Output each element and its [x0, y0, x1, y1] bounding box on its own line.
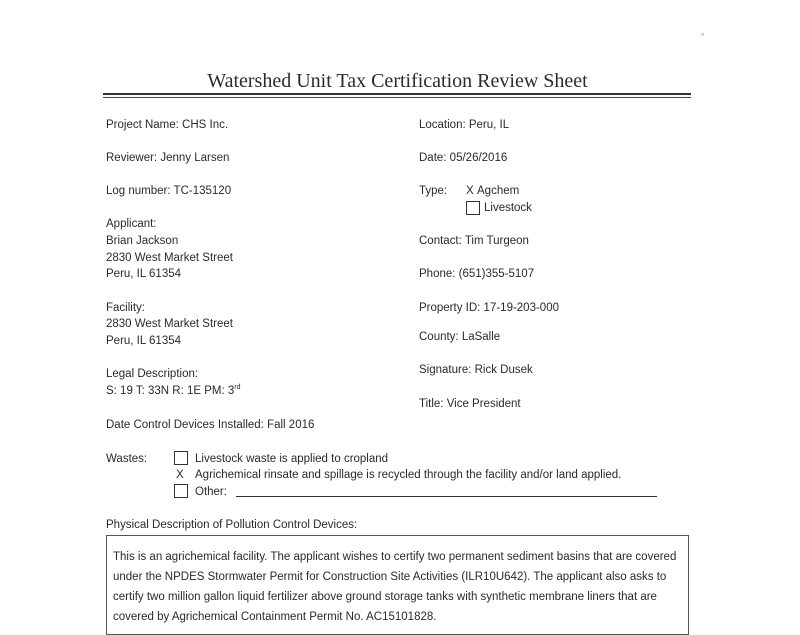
- legal-value-sup: rd: [234, 384, 241, 392]
- phone: Phone: (651)355-5107: [419, 268, 535, 280]
- type-label: Type:: [419, 185, 448, 197]
- legal-description-label: Legal Description:: [106, 368, 199, 380]
- facility-street: 2830 West Market Street: [106, 318, 233, 330]
- physical-description-text: This is an agrichemical facility. The applicant wishes to certify two permanent sediment basins that are covered under the NPDES Stormwater Permit for Construction Site Activities (ILR10U642). The applicant also asks to certify two million gallon liquid fertilizer above ground storage tanks with synthetic membrane liners that are covered by Agrichemical Containment Permit No. AC15101828.: [113, 551, 677, 623]
- facility-city: Peru, IL 61354: [106, 335, 182, 347]
- livestock-checkbox[interactable]: [466, 201, 480, 215]
- wastes-option-agrichemical: Agrichemical rinsate and spillage is recycled through the facility and/or land applied.: [195, 469, 622, 481]
- legal-description-value: [106, 383, 241, 399]
- reviewer: Reviewer: Jenny Larsen: [106, 152, 230, 164]
- property-id: Property ID: 17-19-203-000: [419, 302, 559, 314]
- signature: Signature: Rick Dusek: [419, 364, 533, 376]
- page-title: Watershed Unit Tax Certification Review Sheet: [207, 70, 588, 92]
- date: Date: 05/26/2016: [419, 152, 508, 164]
- wastes-option-other: Other:: [195, 486, 227, 498]
- title-field: Title: Vice President: [419, 398, 521, 410]
- location: Location: Peru, IL: [419, 119, 510, 131]
- wastes-label: Wastes:: [106, 453, 148, 465]
- agrichemical-mark: X: [176, 469, 184, 481]
- physical-description-label: Physical Description of Pollution Control Devices:: [106, 519, 358, 531]
- type-agchem: Agchem: [477, 185, 520, 197]
- applicant-city: Peru, IL 61354: [106, 268, 182, 280]
- contact: Contact: Tim Turgeon: [419, 235, 529, 247]
- title-rule-bottom: [103, 97, 691, 98]
- applicant-name: Brian Jackson: [106, 235, 179, 247]
- log-number: Log number: TC-135120: [106, 185, 232, 197]
- type-agchem-mark: X: [466, 185, 474, 197]
- legal-value-text: S: 19 T: 33N R: 1E PM: 3: [106, 385, 235, 397]
- wastes-option-livestock: Livestock waste is applied to cropland: [195, 453, 389, 465]
- other-blank-line[interactable]: [236, 496, 657, 497]
- other-checkbox[interactable]: [174, 484, 188, 498]
- livestock-waste-checkbox[interactable]: [174, 451, 188, 465]
- project-name: Project Name: CHS Inc.: [106, 119, 229, 131]
- county: County: LaSalle: [419, 331, 501, 343]
- applicant-street: 2830 West Market Street: [106, 252, 233, 264]
- title-rule-top: [103, 93, 691, 95]
- applicant-label: Applicant:: [106, 218, 157, 230]
- page-mark: °: [701, 32, 705, 41]
- date-installed: Date Control Devices Installed: Fall 2016: [106, 419, 315, 431]
- facility-label: Facility:: [106, 302, 145, 314]
- type-livestock: Livestock: [484, 202, 532, 214]
